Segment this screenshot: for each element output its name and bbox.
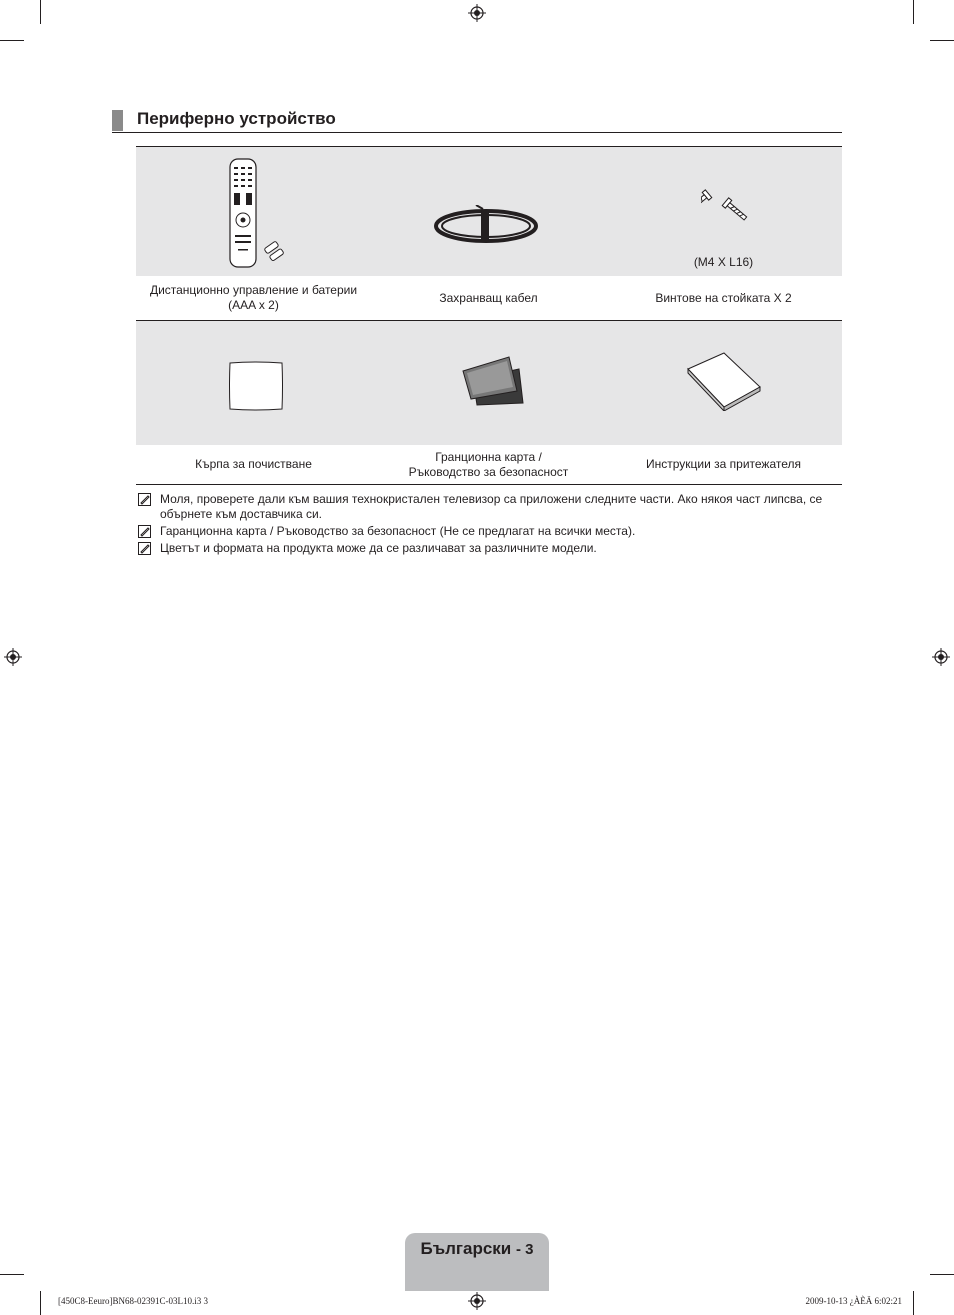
page-number: - 3 bbox=[515, 1241, 534, 1258]
registration-mark-icon bbox=[4, 648, 22, 666]
note-item bbox=[136, 541, 842, 556]
cleaning-cloth-icon bbox=[226, 359, 286, 413]
crop-mark bbox=[0, 1274, 24, 1275]
page-title: Периферно устройство bbox=[137, 109, 336, 128]
page-footer-label bbox=[405, 1239, 549, 1259]
section-marker bbox=[112, 110, 123, 131]
accessory-image-row bbox=[136, 147, 842, 276]
crop-mark bbox=[913, 0, 914, 24]
accessory-caption-row bbox=[136, 445, 842, 484]
accessory-caption: Инструкции за притежателя bbox=[645, 457, 801, 471]
accessory-caption: Дистанционно управление и батерии (AAA x 2) bbox=[149, 283, 358, 312]
crop-mark bbox=[913, 1291, 914, 1315]
accessory-image-cell bbox=[606, 321, 841, 445]
note-item bbox=[136, 524, 842, 539]
print-timestamp: 2009-10-13 ¿ÀÈÄ 6:02:21 bbox=[805, 1296, 902, 1306]
note-text: Моля, проверете дали към вашия технокристален телевизор са приложени следните части. Ако някоя част липсва, се обърнете към доставчика си. bbox=[160, 492, 823, 521]
screw-size-label: (M4 X L16) bbox=[693, 255, 754, 269]
screw-icon bbox=[701, 189, 757, 229]
language-label: Български bbox=[420, 1239, 512, 1258]
accessory-image-row bbox=[136, 321, 842, 445]
accessory-image-cell bbox=[136, 147, 371, 276]
note-icon bbox=[138, 525, 151, 538]
accessory-caption-row bbox=[136, 276, 842, 320]
crop-mark bbox=[0, 40, 24, 41]
registration-mark-icon bbox=[468, 4, 486, 22]
registration-mark-icon bbox=[468, 1292, 486, 1310]
accessory-caption: Захранващ кабел bbox=[439, 291, 538, 305]
remote-control-icon bbox=[224, 157, 294, 271]
registration-mark-icon bbox=[932, 648, 950, 666]
accessory-image-cell bbox=[606, 147, 841, 276]
warranty-card-icon bbox=[459, 353, 525, 409]
note-text: Гаранционна карта / Ръководство за безопасност (Не се предлагат на всички места). bbox=[160, 524, 636, 538]
accessory-caption: Кърпа за почистване bbox=[195, 457, 312, 471]
accessory-image-cell bbox=[136, 321, 371, 445]
accessory-caption: Гранционна карта / Ръководство за безопасност bbox=[408, 450, 569, 479]
language-page-tab bbox=[405, 1233, 549, 1291]
accessory-caption: Винтове на стойката X 2 bbox=[655, 291, 792, 305]
accessory-image-cell bbox=[371, 147, 606, 276]
crop-mark bbox=[40, 1291, 41, 1315]
note-item bbox=[136, 492, 842, 522]
note-icon bbox=[138, 493, 151, 506]
crop-mark bbox=[930, 1274, 954, 1275]
note-icon bbox=[138, 542, 151, 555]
manual-icon bbox=[684, 349, 764, 411]
section-header bbox=[112, 108, 842, 133]
note-text: Цветът и формата на продукта може да се различават за различните модели. bbox=[160, 541, 597, 555]
crop-mark bbox=[40, 0, 41, 24]
notes-list bbox=[136, 492, 842, 558]
accessory-image-cell bbox=[371, 321, 606, 445]
power-cable-icon bbox=[431, 205, 541, 247]
file-info: [450C8-Eeuro]BN68-02391C-03L10.i3 3 bbox=[58, 1296, 208, 1306]
table-divider bbox=[136, 484, 842, 485]
crop-mark bbox=[930, 40, 954, 41]
